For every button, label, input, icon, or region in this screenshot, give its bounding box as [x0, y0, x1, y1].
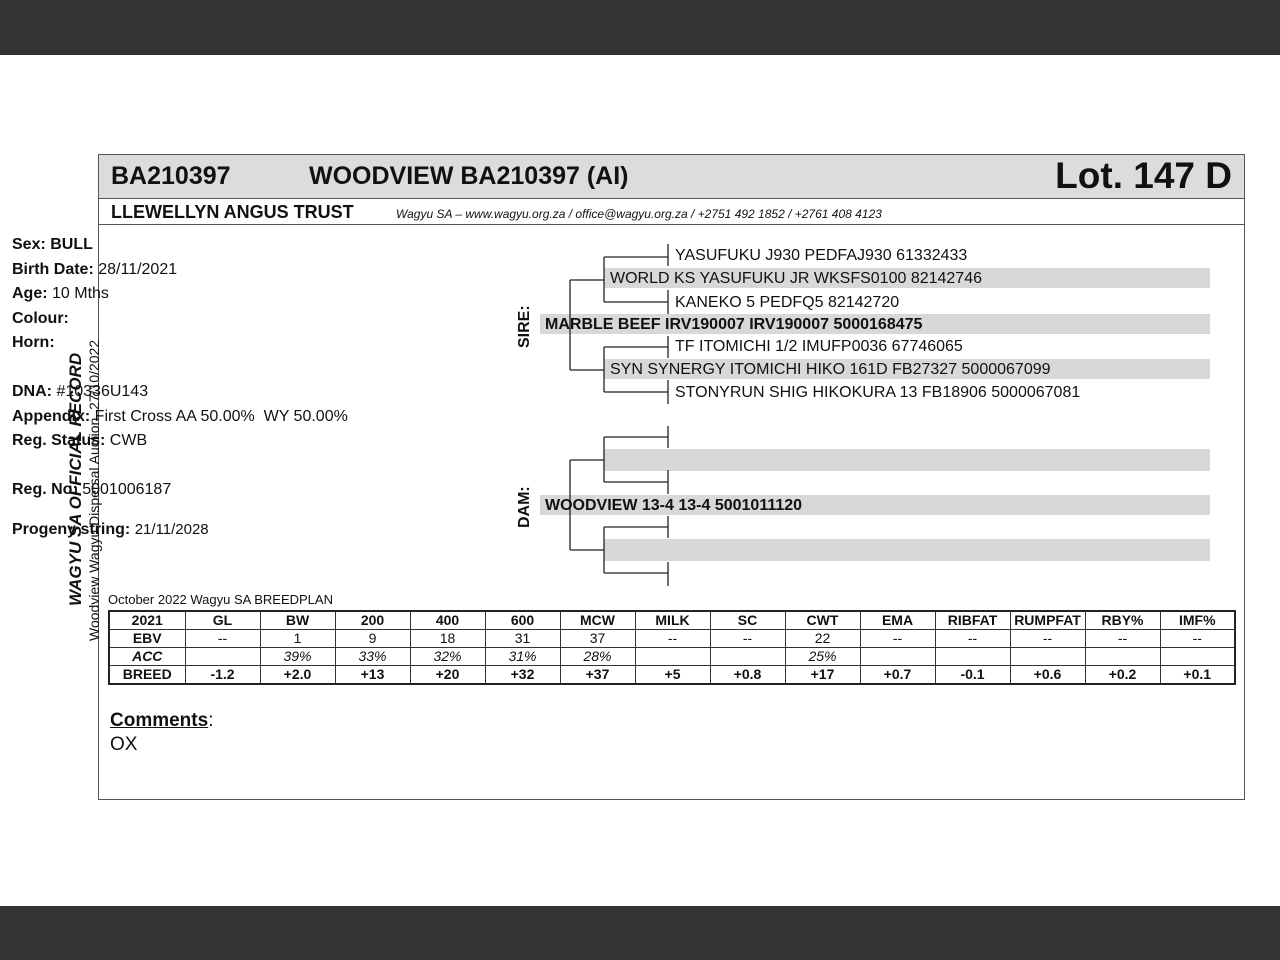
- sire-sire-sire: YASUFUKU J930 PEDFAJ930 61332433: [675, 247, 968, 264]
- table-cell: +0.1: [1160, 666, 1235, 685]
- table-cell: 9: [335, 630, 410, 648]
- table-cell: 31%: [485, 648, 560, 666]
- sex-value: BULL: [50, 236, 93, 253]
- table-cell: [860, 648, 935, 666]
- table-row-breed: [109, 666, 1235, 685]
- progeny-label: Progeny string:: [12, 521, 131, 538]
- table-cell: [935, 648, 1010, 666]
- table-cell: +32: [485, 666, 560, 685]
- table-cell: 39%: [260, 648, 335, 666]
- age-value: 10 Mths: [52, 285, 109, 302]
- lot-number: Lot. 147 D: [1055, 155, 1232, 196]
- table-cell: +0.7: [860, 666, 935, 685]
- table-cell: +37: [560, 666, 635, 685]
- table-cell: -0.1: [935, 666, 1010, 685]
- row-label: BREED: [109, 666, 185, 685]
- table-cell: --: [860, 630, 935, 648]
- table-header-row: [109, 611, 1235, 630]
- table-cell: 31: [485, 630, 560, 648]
- breedplan-table: [108, 610, 1236, 685]
- table-cell: --: [635, 630, 710, 648]
- official-record-banner: WAGYU SA OFFICIAL RECORD: [66, 352, 85, 606]
- sire-label: SIRE:: [516, 305, 533, 348]
- comments-value: OX: [110, 734, 138, 755]
- column-header: RUMPFAT: [1010, 611, 1085, 630]
- table-cell: --: [710, 630, 785, 648]
- sire-dam-sire: TF ITOMICHI 1/2 IMUFP0036 67746065: [675, 338, 963, 355]
- column-header: MCW: [560, 611, 635, 630]
- table-cell: +0.6: [1010, 666, 1085, 685]
- column-header: SC: [710, 611, 785, 630]
- dna-value: #10336U143: [56, 383, 149, 400]
- colour-label: Colour:: [12, 310, 69, 327]
- sex-label: Sex:: [12, 236, 46, 253]
- appendix-label: Appendix:: [12, 408, 91, 425]
- appendix-value: First Cross AA 50.00% WY 50.00%: [94, 408, 348, 425]
- table-cell: --: [935, 630, 1010, 648]
- reg-status-label: Reg. Status:: [12, 432, 106, 449]
- sire-sire-dam: KANEKO 5 PEDFQ5 82142720: [675, 294, 900, 311]
- reg-no-value: 5001006187: [82, 481, 172, 498]
- column-header: EMA: [860, 611, 935, 630]
- table-cell: +5: [635, 666, 710, 685]
- reg-no-label: Reg. No:: [12, 481, 78, 498]
- row-label: EBV: [109, 630, 185, 648]
- table-cell: +13: [335, 666, 410, 685]
- table-cell: --: [1010, 630, 1085, 648]
- sire-dam: SYN SYNERGY ITOMICHI HIKO 161D FB27327 5000067099: [610, 361, 1051, 378]
- column-header: RBY%: [1085, 611, 1160, 630]
- table-cell: 25%: [785, 648, 860, 666]
- sire-name: MARBLE BEEF IRV190007 IRV190007 5000168475: [545, 316, 923, 333]
- table-row-ebv: [109, 630, 1235, 648]
- table-cell: --: [1085, 630, 1160, 648]
- age-label: Age:: [12, 285, 48, 302]
- animal-name: WOODVIEW BA210397 (AI): [309, 162, 629, 190]
- comments-label: Comments: [110, 710, 209, 731]
- dna-label: DNA:: [12, 383, 52, 400]
- birth-date-value: 28/11/2021: [98, 261, 178, 278]
- table-cell: 32%: [410, 648, 485, 666]
- dam-name: WOODVIEW 13-4 13-4 5001011120: [545, 497, 803, 514]
- breedplan-title: October 2022 Wagyu SA BREEDPLAN: [108, 592, 333, 607]
- table-cell: +20: [410, 666, 485, 685]
- column-header: RIBFAT: [935, 611, 1010, 630]
- column-header: 400: [410, 611, 485, 630]
- sire-dam-dam: STONYRUN SHIG HIKOKURA 13 FB18906 5000067081: [675, 384, 1081, 401]
- table-cell: 37: [560, 630, 635, 648]
- sire-sire: WORLD KS YASUFUKU JR WKSFS0100 82142746: [610, 270, 982, 287]
- table-cell: [1085, 648, 1160, 666]
- table-cell: [1010, 648, 1085, 666]
- table-cell: 33%: [335, 648, 410, 666]
- registration-id: BA210397: [111, 162, 231, 190]
- table-row-acc: [109, 648, 1235, 666]
- table-cell: 22: [785, 630, 860, 648]
- column-header: IMF%: [1160, 611, 1235, 630]
- horn-label: Horn:: [12, 334, 55, 351]
- table-cell: +0.2: [1085, 666, 1160, 685]
- comments-heading: Comments:: [110, 710, 214, 731]
- auction-banner: Woodview Wagyu Dispersal Auction. 27/10/2022: [86, 339, 102, 641]
- owner-name: LLEWELLYN ANGUS TRUST: [111, 202, 354, 222]
- table-cell: [185, 648, 260, 666]
- table-cell: -1.2: [185, 666, 260, 685]
- table-cell: 28%: [560, 648, 635, 666]
- table-cell: --: [185, 630, 260, 648]
- table-cell: +17: [785, 666, 860, 685]
- table-cell: 1: [260, 630, 335, 648]
- column-header: GL: [185, 611, 260, 630]
- birth-date-label: Birth Date:: [12, 261, 94, 278]
- column-header: 600: [485, 611, 560, 630]
- table-cell: 18: [410, 630, 485, 648]
- column-header: 2021: [109, 611, 185, 630]
- table-cell: [635, 648, 710, 666]
- column-header: CWT: [785, 611, 860, 630]
- table-cell: [1160, 648, 1235, 666]
- table-cell: +0.8: [710, 666, 785, 685]
- reg-status-value: CWB: [109, 432, 148, 449]
- table-cell: [710, 648, 785, 666]
- contact-line: Wagyu SA – www.wagyu.org.za / office@wagyu.org.za / +2751 492 1852 / +2761 408 4123: [396, 207, 882, 221]
- dam-label: DAM:: [516, 486, 533, 528]
- table-cell: --: [1160, 630, 1235, 648]
- table-cell: +2.0: [260, 666, 335, 685]
- column-header: 200: [335, 611, 410, 630]
- progeny-value: 21/11/2028: [134, 521, 209, 538]
- row-label: ACC: [109, 648, 185, 666]
- column-header: BW: [260, 611, 335, 630]
- column-header: MILK: [635, 611, 710, 630]
